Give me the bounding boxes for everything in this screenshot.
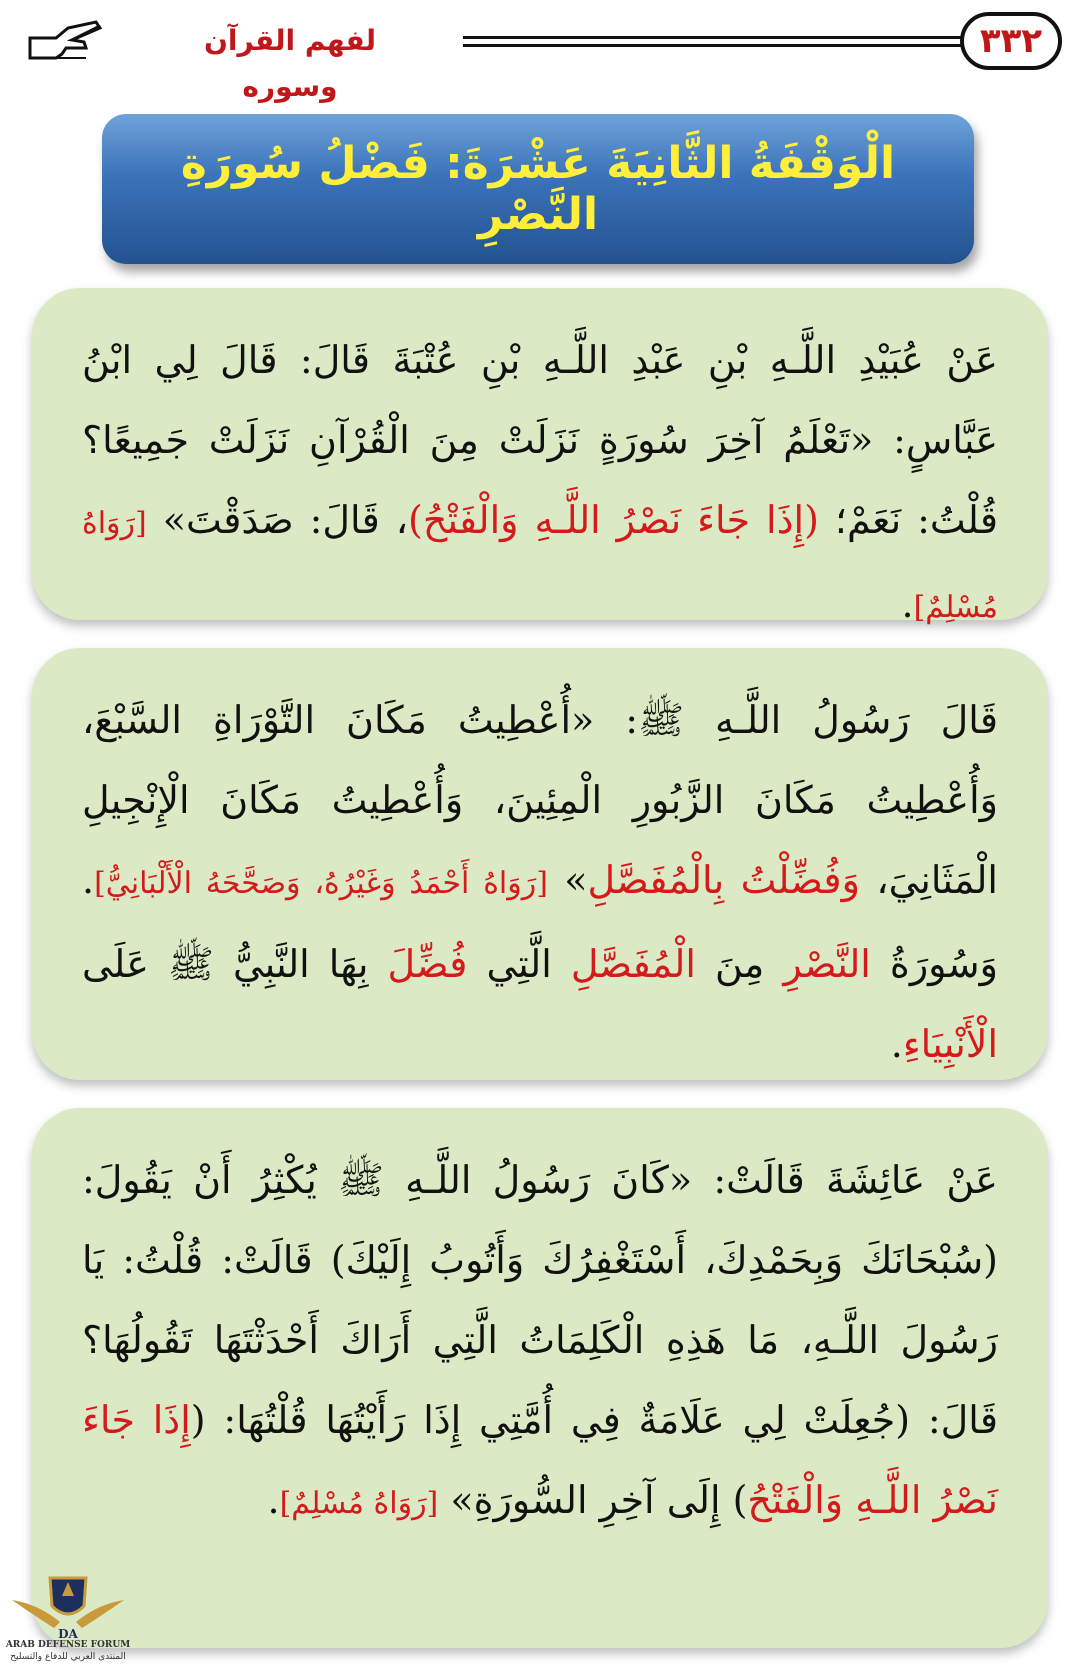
hadith-box-2 [32,648,1048,1080]
highlight-text: الْأَنْبِيَاءِ [902,1022,998,1066]
text-run: عَنْ عُبَيْدِ اللَّـهِ بْنِ عَبْدِ اللَّـهِ بْنِ عُتْبَةَ قَالَ: قَالَ لِي ابْنُ عَبَّاسٍ: «تَعْلَمُ آخِرَ سُورَةٍ نَزَلَتْ مِنَ الْقُرْآنِ نَزَلَتْ جَمِيعًا؟ قُلْتُ: نَعَمْ؛ [82,338,998,542]
hadith-reference: [رَوَاهُ مُسْلِمٌ] [82,506,998,625]
quran-verse: إِذَا جَاءَ نَصْرُ اللَّـهِ وَالْفَتْحُ [82,1398,998,1522]
text-run: بِهَا النَّبِيُّ ﷺ عَلَى [82,942,388,986]
hadith-box-3 [32,1108,1048,1648]
text-run: . [267,1478,280,1522]
header-divider [463,36,963,50]
section-title: الْوَقْفَةُ الثَّانِيَةَ عَشْرَةَ: فَضْلُ سُورَةِ النَّصْرِ [180,138,896,240]
text-run: ) إِلَى آخِرِ السُّورَةِ» [438,1478,748,1522]
text-run: » [547,858,588,902]
text-run: . [901,582,914,626]
svg-text:DA: DA [58,1627,78,1641]
hadith-text-1 [82,320,998,648]
book-title: لفهم القرآن وسوره [203,24,377,103]
hadith-box-1 [32,288,1048,626]
highlight-text: النَّصْرِ [783,942,871,986]
hadith-reference: [رَوَاهُ مُسْلِمٌ] [279,1486,439,1521]
page-number: ٣٣٢ [960,12,1062,70]
quran-verse: (إِذَا جَاءَ نَصْرُ اللَّـهِ وَالْفَتْحُ) [408,498,819,542]
hadith-reference: [رَوَاهُ أَحْمَدُ وَغَيْرُهُ، وَصَحَّحَهُ الْأَلْبَانِيُّ] [94,866,548,901]
text-run: الَّتِي [467,942,571,986]
text-run: عَنْ عَائِشَةَ قَالَتْ: «كَانَ رَسُولُ اللَّـهِ ﷺ يُكْثِرُ أَنْ يَقُولَ: (سُبْحَانَكَ وَبِحَمْدِكَ، أَسْتَغْفِرُكَ وَأَتُوبُ إِلَيْكَ) قَالَتْ: قُلْتُ: يَا رَسُولَ اللَّـهِ، مَا هَذِهِ الْكَلِمَاتُ الَّتِي أَرَاكَ أَحْدَثْتَهَا تَقُولُهَا؟ قَالَ: (جُعِلَتْ لِي عَلَامَةٌ فِي أُمَّتِي إِذَا رَأَيْتُهَا قُلْتُهَا: ( [82,1158,999,1442]
forum-logo-subtitle: المنتدى العربي للدفاع والتسليح [10,1652,126,1662]
writing-hand-icon [26,18,108,68]
text-run: . وَسُورَةُ [82,858,998,986]
forum-logo-name: ARAB DEFENSE FORUM [5,1640,131,1650]
highlight-text: فُضِّلَ [387,942,468,986]
section-banner [102,114,974,264]
text-run: ، قَالَ: صَدَقْتَ» [146,498,408,542]
hadith-text-2 [82,680,998,1084]
highlight-text: وَفُضِّلْتُ بِالْمُفَصَّلِ [587,858,860,902]
text-run: مِنَ [695,942,784,986]
text-run: . [890,1022,903,1066]
text-run: قَالَ رَسُولُ اللَّـهِ ﷺ: «أُعْطِيتُ مَكَانَ التَّوْرَاةِ السَّبْعَ، وَأُعْطِيتُ مَكَانَ الزَّبُورِ الْمِئِينَ، وَأُعْطِيتُ مَكَانَ الْإِنْجِيلِ الْمَثَانِيَ، [82,698,998,902]
hadith-text-3 [82,1140,998,1544]
highlight-text: الْمُفَصَّلِ [570,942,696,986]
